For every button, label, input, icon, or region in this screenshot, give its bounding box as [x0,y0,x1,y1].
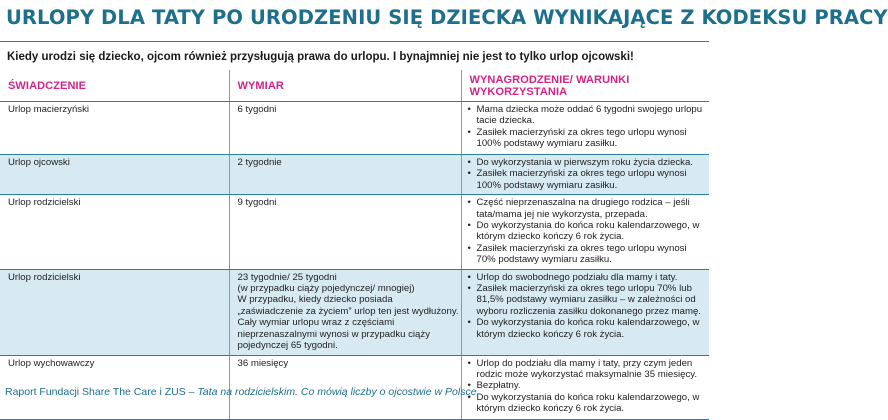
conditions-cell [461,269,709,355]
list-item: • Do wykorzystania do końca roku kalendarzowego, w którym dziecko kończy 6 rok życia. [468,220,706,243]
conditions-list [468,272,706,340]
table-row [0,269,709,355]
subtitle: Kiedy urodzi się dziecko, ojcom również przysługują prawa do urlopu. I bynajmniej nie jest to tylko urlop ojcowski! [7,51,634,63]
source-note [5,386,705,398]
leave-table [0,70,709,420]
benefit-cell: Urlop rodzicielski [0,195,229,269]
benefit-cell: Urlop rodzicielski [0,269,229,355]
table-header-row [0,70,709,102]
header-benefit: ŚWIADCZENIE [0,70,229,102]
extent-cell [229,195,461,269]
table-row [0,155,709,195]
benefit-cell: Urlop wychowawczy [0,355,229,419]
title-divider [0,41,709,42]
list-item: • Do wykorzystania do końca roku kalendarzowego, w którym dziecko kończy 6 rok życia. [468,317,706,340]
extent-cell [229,269,461,355]
list-item: • Zasiłek macierzyński za okres tego urlopu 70% lub 81,5% podstawy wymiaru zasiłku – w zależności od wyboru rozliczenia zasiłku dokonanego przez mamę. [468,283,706,317]
table-row [0,195,709,269]
table-row [0,102,709,155]
extent-cell [229,102,461,155]
conditions-list [468,197,706,265]
list-item: • Zasiłek macierzyński za okres tego urlopu wynosi 100% podstawy wymiaru zasiłku. [468,127,706,150]
list-item: • Urlop do podziału dla mamy i taty, przy czym jeden rodzic może wykorzystać maksymalnie 35 miesięcy. [468,358,706,381]
header-conditions: WYNAGRODZENIE/ WARUNKI WYKORZYSTANIA [461,70,709,102]
list-item: • Urlop do swobodnego podziału dla mamy i taty. [468,272,706,283]
list-item: • Do wykorzystania do końca roku kalendarzowego, w którym dziecko kończy 6 rok życia. [468,392,706,415]
source-report-title: Tata na rodzicielskim. Co mówią liczby o ojcostwie w Polsce. [197,386,480,398]
extent-text: 23 tygodnie/ 25 tygodni [237,271,337,283]
list-item: • Część nieprzenaszalna na drugiego rodzica – jeśli tata/mama jej nie wykorzysta, przepada. [468,197,706,220]
conditions-cell [461,155,709,195]
conditions-list [468,157,706,191]
extent-text: 36 miesięcy [237,357,289,369]
extent-text: (w przypadku ciąży pojedynczej/ mnogiej) [237,283,415,295]
conditions-cell [461,102,709,155]
extent-text: 9 tygodni [237,197,277,209]
extent-cell [229,155,461,195]
extent-text: 2 tygodnie [237,157,282,168]
source-prefix: Raport Fundacji Share The Care i ZUS – [5,386,198,398]
conditions-cell [461,195,709,269]
benefit-cell: Urlop ojcowski [0,155,229,195]
extent-text: 6 tygodni [237,104,277,115]
conditions-list [468,104,706,150]
benefit-cell: Urlop macierzyński [0,102,229,155]
list-item: • Bezpłatny. [468,380,706,391]
header-extent: WYMIAR [229,70,461,102]
list-item: • Zasiłek macierzyński za okres tego urlopu wynosi 100% podstawy wymiaru zasiłku. [468,168,706,191]
list-item: • Zasiłek macierzyński za okres tego urlopu wynosi 70% podstawy wymiaru zasiłku. [468,243,706,266]
list-item: • Mama dziecka może oddać 6 tygodni swojego urlopu tacie dziecka. [468,104,706,127]
extent-text: W przypadku, kiedy dziecko posiada „zaświadczenie za życiem” urlop ten jest wydłużony. Cały wymiar urlopu wraz z częściami nieprzenaszalnymi wynosi w przypadku ciąży pojedynczej 65 tygodni. [237,294,459,352]
page-title: URLOPY DLA TATY PO URODZENIU SIĘ DZIECKA WYNIKAJĄCE Z KODEKSU PRACY [6,6,888,29]
list-item: • Do wykorzystania w pierwszym roku życia dziecka. [468,157,706,168]
